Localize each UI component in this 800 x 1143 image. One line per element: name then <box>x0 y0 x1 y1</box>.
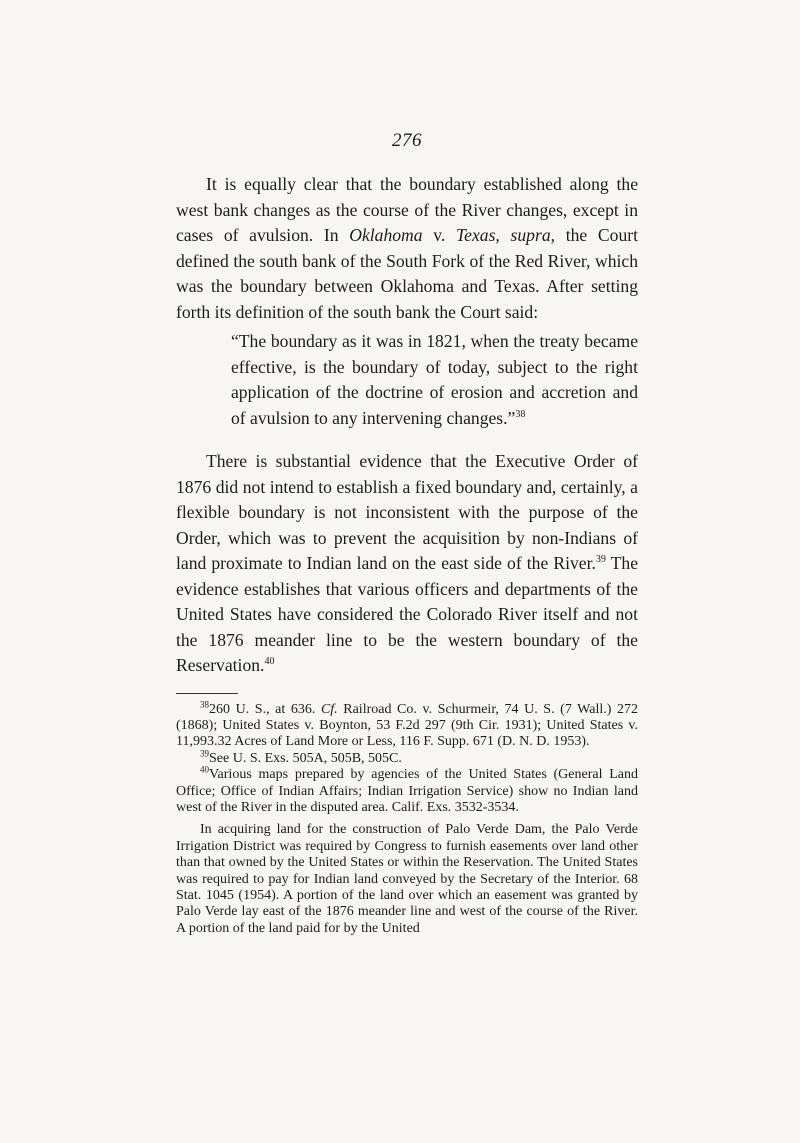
footnote-38 <box>176 698 638 751</box>
footnote-marker: 38 <box>200 698 209 709</box>
paragraph-text: The evidence establishes that various officers and departments of the United States have considered the Colorado River itself and not the 1876 meander line to be the western boundary of the Reservation. <box>176 553 639 675</box>
footnote-signal: Cf. <box>320 701 338 717</box>
footnote-40 <box>176 764 638 816</box>
footnote-40-continuation: In acquiring land for the construction of Palo Verde Dam, the Palo Verde Irrigation District was required by Congress to furnish easements over land other than that owned by the United States or within the Reservation. The United States was required to pay for Indian land conveyed by the Secretary of the Interior. 68 Stat. 1045 (1954). A portion of the land over which an easement was granted by Palo Verde lay east of the 1876 meander line and west of the course of the River. A portion of the land paid for by the United <box>176 822 638 936</box>
paragraph-text: There is substantial evidence that the Executive Order of 1876 did not intend to establish a fixed boundary and, certainly, a flexible boundary is not inconsistent with the purpose of the Order, which was to prevent the acquisition by non-Indians of land proximate to Indian land on the east side of the River. <box>176 451 638 573</box>
footnote-text: Railroad Co. v. Schurmeir, 74 U. S. (7 Wall.) 272 (1868); United States v. Boynton, 53 F.2d 297 (9th Cir. 1931); United States v. 11,993.32 Acres of Land More or Less, 116 F. Supp. 671 (D. N. D. 1953). <box>176 701 638 750</box>
quote-text: “The boundary as it was in 1821, when the treaty became effective, is the boundary of today, subject to the right application of the doctrine of erosion and accretion and of avulsion to any intervening changes.” <box>231 331 638 428</box>
case-name: Texas, supra, <box>456 225 556 245</box>
footnote-ref-39: 39 <box>595 554 606 566</box>
case-name: Oklahoma <box>349 225 423 245</box>
footnote-text: See U. S. Exs. 505A, 505B, 505C. <box>209 750 402 766</box>
block-quote <box>231 329 638 431</box>
footnote-marker: 40 <box>200 764 209 775</box>
paragraph-text: It is equally clear that the boundary established along the west bank changes as the course of the River changes, except in cases of avulsion. In <box>176 174 638 245</box>
document-page <box>176 130 638 937</box>
page-number: 276 <box>392 130 422 151</box>
paragraph-boundary-changes <box>176 172 638 325</box>
footnote-text: 260 U. S., at 636. <box>209 701 321 717</box>
paragraph-text: the Court defined the south bank of the South Fork of the Red River, which was the boundary between Oklahoma and Texas. After setting forth its definition of the south bank the Court said: <box>176 225 638 322</box>
footnote-text: Various maps prepared by agencies of the United States (General Land Office; Office of Indian Affairs; Indian Irrigation Service) show no Indian land west of the River in the disputed area. Calif. Exs. 3532-3534. <box>176 767 638 815</box>
paragraph-executive-order <box>176 449 638 679</box>
footnote-ref-40: 40 <box>264 656 275 668</box>
footnote-divider <box>176 693 238 694</box>
footnote-39 <box>176 748 638 767</box>
paragraph-text: v. <box>422 225 456 245</box>
footnote-marker: 39 <box>200 748 209 759</box>
footnote-ref-38: 38 <box>515 408 526 420</box>
